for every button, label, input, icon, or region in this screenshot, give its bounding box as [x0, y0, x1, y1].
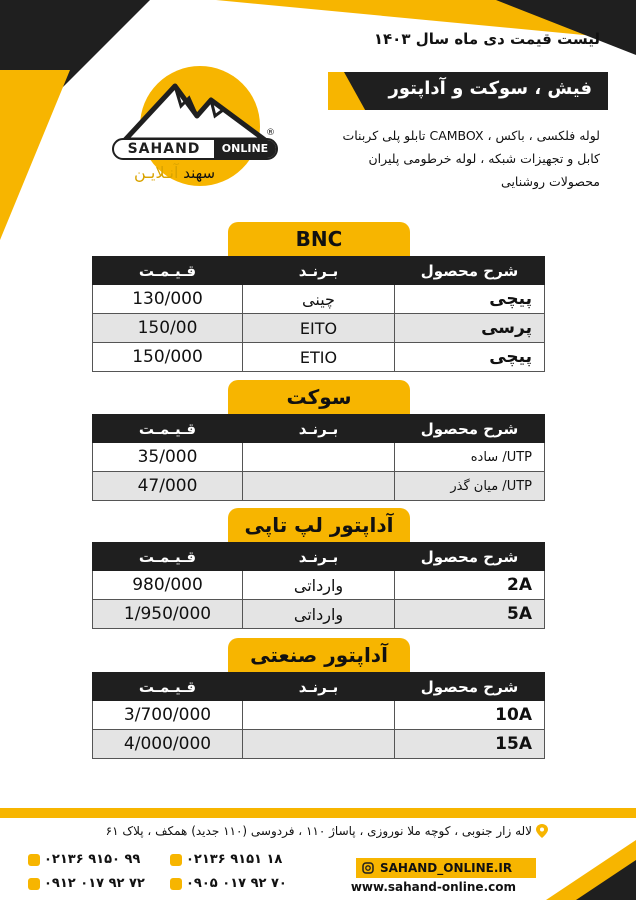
product-line: محصولات روشنایی [501, 174, 600, 189]
table-row [93, 730, 545, 759]
instagram-text: SAHAND_ONLINE.IR [380, 861, 513, 875]
row-brand: ETIO [243, 343, 395, 372]
product-line: کابل و تجهیزات شبکه ، لوله خرطومی پلیران [368, 151, 600, 166]
column-header-brand: بـرنـد [243, 543, 395, 571]
row-price: 130/000 [93, 285, 243, 314]
instagram-handle[interactable] [356, 858, 536, 878]
table-row [93, 701, 545, 730]
sahand-online-logo [110, 66, 280, 186]
logo-brand-fa-name: سهند [183, 164, 216, 182]
table-row [93, 472, 545, 501]
product-lines [280, 124, 600, 193]
phone-text: ۰۲۱۳۶ ۹۱۵۰ ۹۹ [44, 852, 141, 867]
table-row [93, 285, 545, 314]
logo-brand-en: SAHAND [127, 141, 201, 157]
table-header-row [93, 673, 545, 701]
table-row [93, 600, 545, 629]
row-price: 150/000 [93, 343, 243, 372]
main-title-banner [328, 72, 608, 110]
row-brand: EITO [243, 314, 395, 343]
table-row [93, 443, 545, 472]
location-pin-icon [536, 824, 548, 838]
row-brand [243, 443, 395, 472]
column-header-price: قـیـمـت [93, 257, 243, 285]
phone-number [170, 852, 282, 867]
mobile-icon [170, 878, 182, 890]
table-row [93, 343, 545, 372]
row-brand: وارداتی [243, 600, 395, 629]
table-row [93, 571, 545, 600]
mobile-icon [28, 878, 40, 890]
column-header-desc: شرح محصول [395, 673, 545, 701]
section-title-laptop-adapter: آداپتور لپ تاپی [228, 508, 410, 542]
phone-text: ۰۲۱۳۶ ۹۱۵۱ ۱۸ [186, 852, 283, 867]
row-desc: UTP/ میان گذر [395, 472, 545, 501]
row-brand: وارداتی [243, 571, 395, 600]
column-header-desc: شرح محصول [395, 543, 545, 571]
row-price: 47/000 [93, 472, 243, 501]
table-header-row [93, 415, 545, 443]
table-header-row [93, 257, 545, 285]
price-table-socket [92, 414, 545, 501]
logo-brand-fa-online: آنـلایـن [134, 163, 179, 182]
footer-address: لاله زار جنوبی ، کوچه ملا نوروزی ، پاساژ ۱۱۰ ، فردوسی (۱۱۰ جدید) همکف ، پلاک ۶۱ [105, 824, 532, 838]
phone-icon [170, 854, 182, 866]
phone-text: ۰۹۰۵ ۰۱۷ ۹۲ ۷۰ [186, 876, 287, 891]
phone-text: ۰۹۱۲ ۰۱۷ ۹۲ ۷۲ [44, 876, 145, 891]
price-table-bnc [92, 256, 545, 372]
column-header-brand: بـرنـد [243, 673, 395, 701]
row-brand [243, 701, 395, 730]
row-price: 3/700/000 [93, 701, 243, 730]
corner-decoration-yellow [0, 70, 70, 240]
row-desc: پیچی [395, 343, 545, 372]
column-header-price: قـیـمـت [93, 415, 243, 443]
column-header-price: قـیـمـت [93, 673, 243, 701]
row-brand [243, 730, 395, 759]
column-header-desc: شرح محصول [395, 415, 545, 443]
row-price: 1/950/000 [93, 600, 243, 629]
row-desc: 15A [395, 730, 545, 759]
row-price: 150/00 [93, 314, 243, 343]
website-link[interactable]: www.sahand-online.com [350, 880, 516, 894]
main-title: فیش ، سوکت و آداپتور [388, 78, 592, 99]
footer-top-strip [0, 808, 636, 818]
phone-number [28, 876, 145, 891]
row-desc: 2A [395, 571, 545, 600]
logo-brand-fa [134, 163, 215, 182]
row-price: 4/000/000 [93, 730, 243, 759]
column-header-desc: شرح محصول [395, 257, 545, 285]
mountain-icon [115, 76, 275, 146]
column-header-brand: بـرنـد [243, 257, 395, 285]
section-title-industrial-adapter: آداپتور صنعتی [228, 638, 410, 672]
row-desc: UTP/ ساده [395, 443, 545, 472]
footer-corner-dark [576, 860, 636, 900]
row-price: 35/000 [93, 443, 243, 472]
section-title-socket: سوکت [228, 380, 410, 414]
table-header-row [93, 543, 545, 571]
row-price: 980/000 [93, 571, 243, 600]
table-row [93, 314, 545, 343]
row-desc: پرسی [395, 314, 545, 343]
column-header-brand: بـرنـد [243, 415, 395, 443]
phone-number [28, 852, 140, 867]
column-header-price: قـیـمـت [93, 543, 243, 571]
phone-icon [28, 854, 40, 866]
row-brand: چینی [243, 285, 395, 314]
section-title-bnc: BNC [228, 222, 410, 256]
price-table-laptop-adapter [92, 542, 545, 629]
registered-mark: ® [266, 128, 275, 138]
logo-wordmark [112, 138, 278, 160]
price-table-industrial-adapter [92, 672, 545, 759]
price-list-title: لیست قیمت دی ماه سال ۱۴۰۳ [373, 30, 600, 48]
row-desc: 5A [395, 600, 545, 629]
row-brand [243, 472, 395, 501]
product-line: لوله فلکسی ، باکس ، CAMBOX تابلو پلی کربنات [342, 128, 600, 143]
row-desc: پیچی [395, 285, 545, 314]
phone-number [170, 876, 287, 891]
instagram-icon [362, 862, 374, 874]
row-desc: 10A [395, 701, 545, 730]
logo-brand-online: ONLINE [214, 140, 276, 158]
